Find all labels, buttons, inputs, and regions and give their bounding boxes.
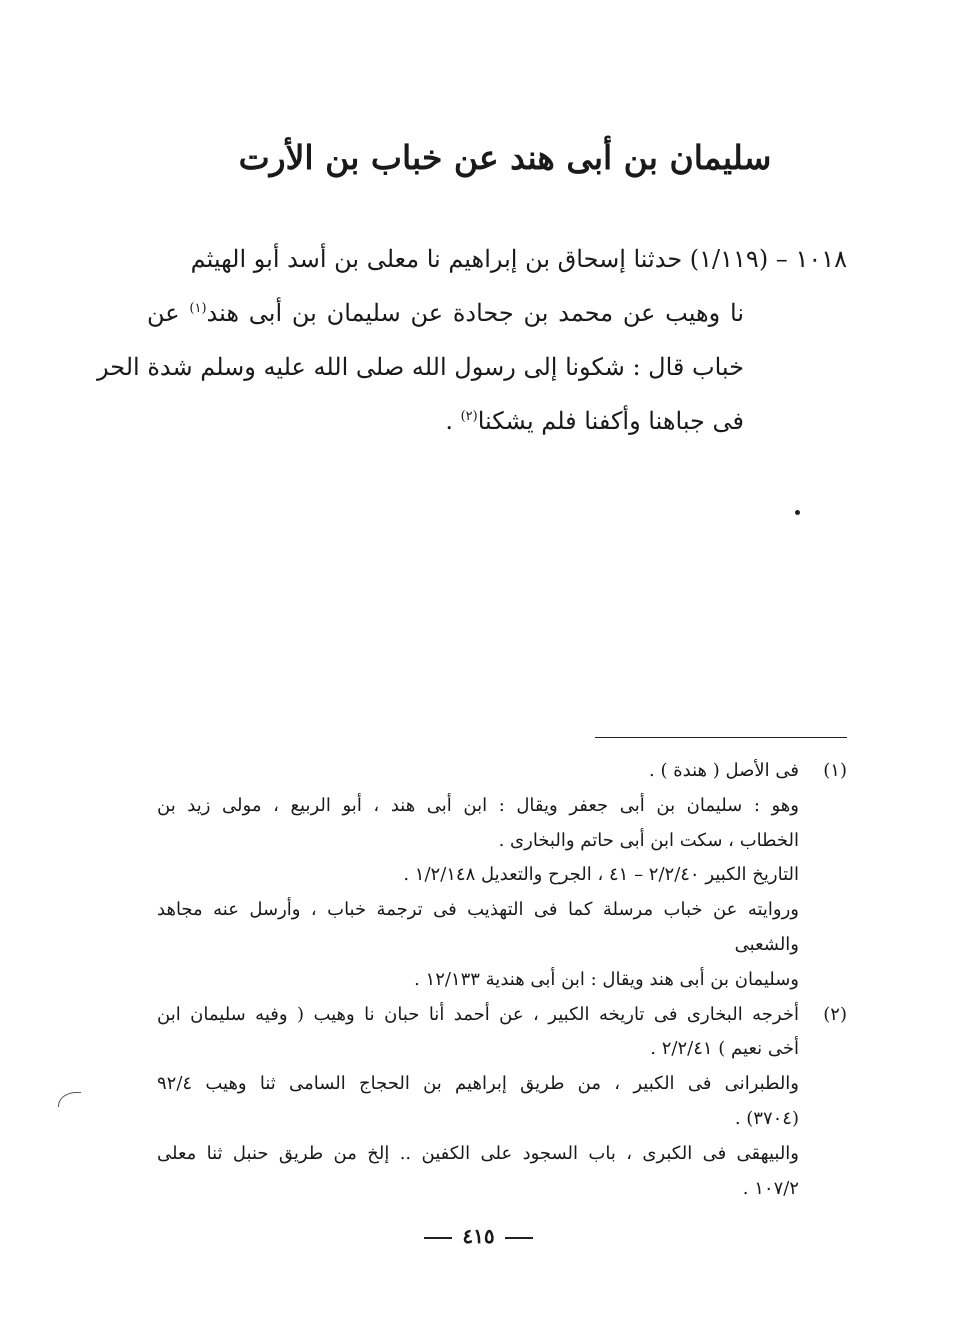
footnote-2 [157,998,847,1207]
page-number-value: ٤١٥ [462,1224,495,1248]
footnote-line: والبيهقى فى الكبرى ، باب السجود على الكفين .. إلخ من طريق حنبل ثنا معلى [157,1142,799,1164]
footnote-number: (١) [823,760,847,781]
hadith-line-text: فى جباهنا وأكفنا فلم يشكنا [477,407,744,435]
hadith-line: ١٠١٨ – (١/١١٩) حدثنا إسحاق بن إبراهيم نا معلى بن أسد أبو الهيثم [190,245,847,273]
footnote-line: (٣٧٠٤) . [734,1107,799,1129]
hadith-text [96,232,847,448]
footnote-line: الخطاب ، سكت ابن أبى حاتم والبخارى . [498,829,799,851]
footnote-line: وروايته عن خباب مرسلة كما فى التهذيب فى ترجمة خباب ، وأرسل عنه مجاهد والشعبى [157,899,799,955]
footnote-line: ١٠٧/٢ . [742,1177,799,1199]
scan-mark [58,1092,81,1107]
footnote-line: وهو : سليمان بن أبى جعفر ويقال : ابن أبى هند ، أبو الربيع ، مولى زيد بن [157,794,799,816]
footnote-line: أخى نعيم ) ٢/٢/٤١ . [650,1038,799,1060]
page-number-dash [424,1237,452,1239]
footnote-line: والطبرانى فى الكبير ، من طريق إبراهيم بن الحجاج السامى ثنا وهيب ٩٢/٤ [157,1073,799,1095]
hadith-line: خباب قال : شكونا إلى رسول الله صلى الله عليه وسلم شدة الحر [96,353,744,381]
footnotes [157,754,847,1206]
hadith-line-text: نا وهيب عن محمد بن جحادة عن سليمان بن أبى هند [206,299,745,327]
footnote-line: فى الأصل ( هندة ) . [649,760,799,781]
footnote-1 [157,754,847,998]
hadith-line [147,394,847,448]
hadith-line-text: . [445,407,453,435]
hadith-line-text: عن [147,299,180,327]
footnote-line: التاريخ الكبير ٢/٢/٤٠ – ٤١ ، الجرح والتعديل ١/٢/١٤٨ . [403,864,799,886]
footnote-separator [595,737,847,738]
footnote-number: (٢) [823,1003,847,1025]
stray-dot [795,510,800,515]
footnote-line: وسليمان بن أبى هند ويقال : ابن أبى هندية ١٢/١٣٣ . [414,968,799,990]
footnote-marker: (١) [189,301,207,316]
page-title: سليمان بن أبى هند عن خباب بن الأرت [238,138,772,177]
footnote-line: أخرجه البخارى فى تاريخه الكبير ، عن أحمد أنا حبان نا وهيب ( وفيه سليمان ابن [157,1003,799,1025]
page-number-dash [505,1237,533,1239]
hadith-line [147,286,847,340]
page-number [0,1224,957,1248]
footnote-marker: (٢) [460,409,478,424]
